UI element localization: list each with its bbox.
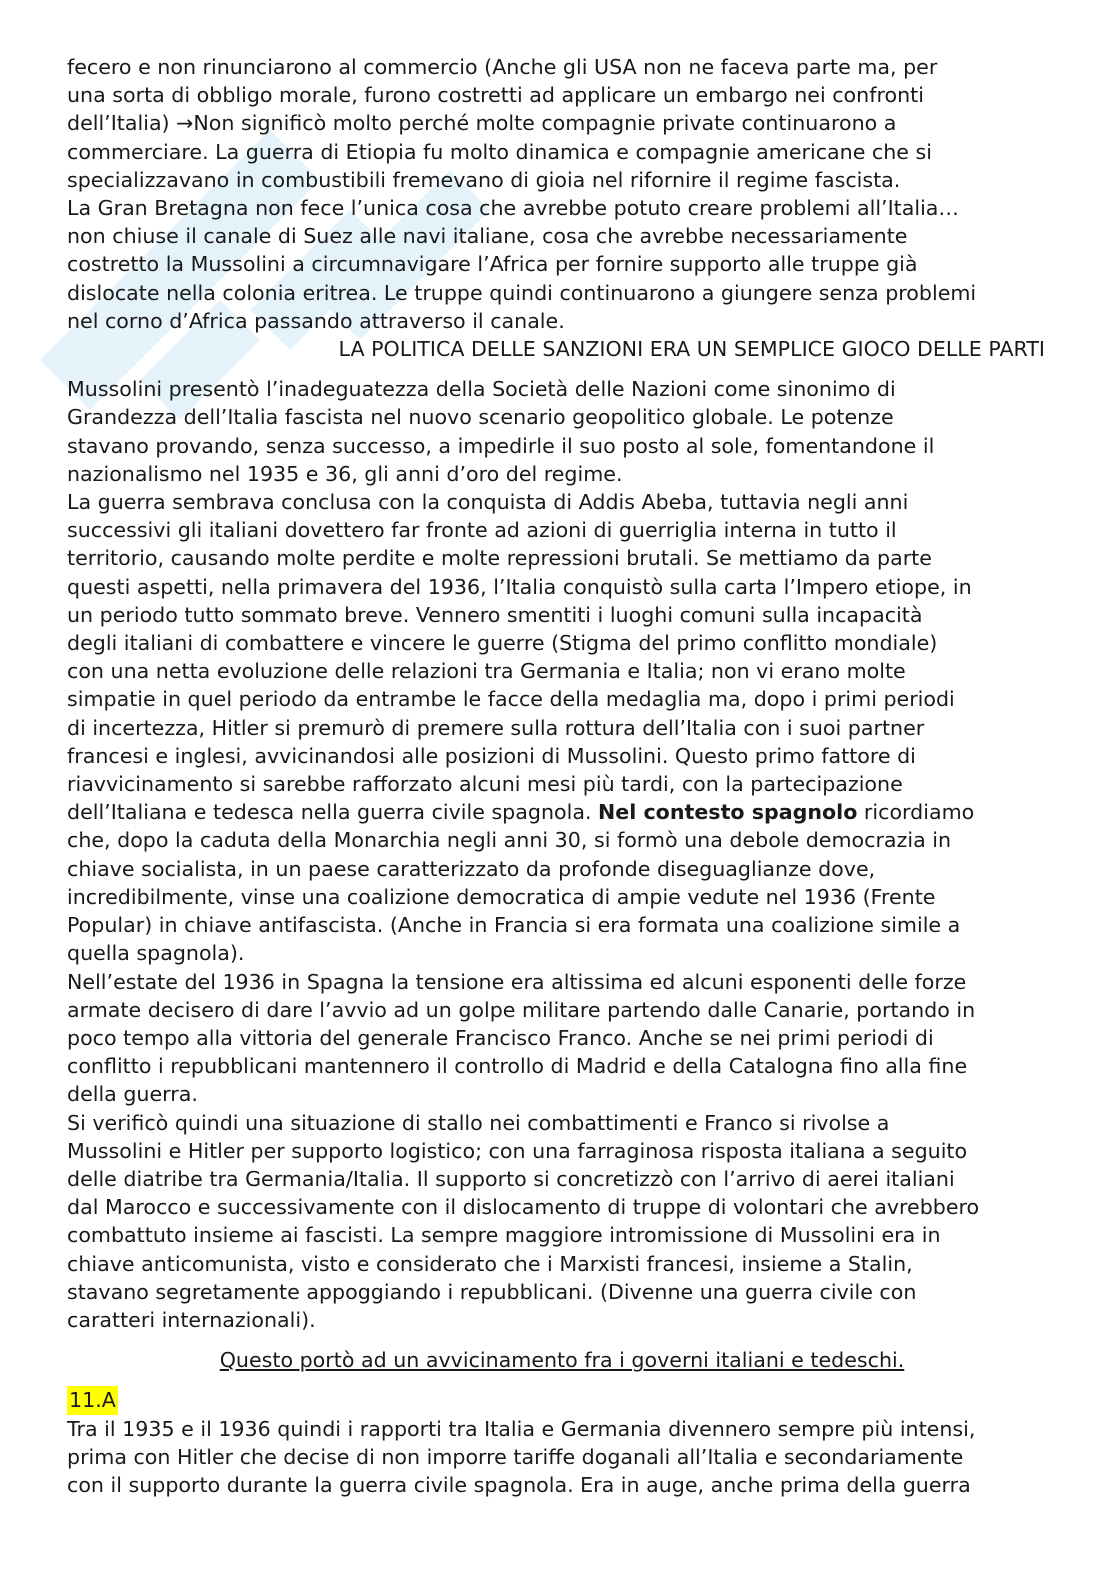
text-line: stavano segretamente appoggiando i repubblicani. (Divenne una guerra civile con (67, 1279, 917, 1304)
text-line: costretto la Mussolini a circumnavigare l’Africa per fornire supporto alle truppe già (67, 252, 918, 277)
text-run: dell’Italiana e tedesca nella guerra civile spagnola. (67, 800, 599, 825)
text-line: commerciare. La guerra di Etiopia fu molto dinamica e compagnie americane che si (67, 139, 932, 164)
text-run: ricordiamo (857, 800, 975, 825)
text-line: riavvicinamento si sarebbe rafforzato alcuni mesi più tardi, con la partecipazione (67, 772, 903, 797)
text-line: Tra il 1935 e il 1936 quindi i rapporti tra Italia e Germania divennero sempre più intensi, (67, 1416, 976, 1441)
text-line: Grandezza dell’Italia fascista nel nuovo scenario geopolitico globale. Le potenze (67, 405, 894, 430)
text-line: poco tempo alla vittoria del generale Francisco Franco. Anche se nei primi periodi di (67, 1025, 934, 1050)
paragraph-gap (67, 1374, 1057, 1386)
sanctions-heading: LA POLITICA DELLE SANZIONI ERA UN SEMPLICE GIOCO DELLE PARTI (338, 337, 1045, 362)
text-line: un periodo tutto sommato breve. Vennero smentiti i luoghi comuni sulla incapacità (67, 602, 923, 627)
paragraph-ethiopia-spain (67, 375, 1057, 1334)
text-line: Mussolini presentò l’inadeguatezza della Società delle Nazioni come sinonimo di (67, 377, 896, 402)
text-line: La Gran Bretagna non fece l’unica cosa che avrebbe potuto creare problemi all’Italia… (67, 196, 960, 221)
section-label-highlighted: 11.A (67, 1386, 118, 1414)
text-line: con una netta evoluzione delle relazioni tra Germania e Italia; non vi erano molte (67, 659, 906, 684)
text-line: Popular) in chiave antifascista. (Anche in Francia si era formata una coalizione simile a (67, 913, 961, 938)
text-line: caratteri internazionali). (67, 1307, 316, 1332)
text-line: incredibilmente, vinse una coalizione democratica di ampie vedute nel 1936 (Frente (67, 884, 936, 909)
text-line: La guerra sembrava conclusa con la conquista di Addis Abeba, tuttavia negli anni (67, 490, 909, 515)
text-line: non chiuse il canale di Suez alle navi italiane, cosa che avrebbe necessariamente (67, 224, 908, 249)
text-line: di incertezza, Hitler si premurò di premere sulla rottura dell’Italia con i suoi partner (67, 715, 925, 740)
text-line: che, dopo la caduta della Monarchia negli anni 30, si formò una debole democrazia in (67, 828, 952, 853)
text-line: stavano provando, senza successo, a impedirle il suo posto al sole, fomentandone il (67, 433, 935, 458)
text-line: Nell’estate del 1936 in Spagna la tensione era altissima ed alcuni esponenti delle forze (67, 969, 967, 994)
text-line: successivi gli italiani dovettero far fronte ad azioni di guerriglia interna in tutto il (67, 518, 897, 543)
text-line: dell’Italia) →Non significò molto perché molte compagnie private continuarono a (67, 111, 897, 136)
text-line: Si verificò quindi una situazione di stallo nei combattimenti e Franco si rivolse a (67, 1110, 890, 1135)
text-line: delle diatribe tra Germania/Italia. Il supporto si concretizzò con l’arrivo di aerei italiani (67, 1166, 955, 1191)
text-line: nel corno d’Africa passando attraverso il canale. (67, 308, 565, 333)
text-line: specializzavano in combustibili fremevano di gioia nel rifornire il regime fascista. (67, 167, 901, 192)
paragraph-italy-germany (67, 1415, 1057, 1500)
section-label-row (67, 1386, 1057, 1414)
document-page (67, 53, 1057, 1499)
text-line-spanish-context (67, 798, 1057, 826)
text-line: simpatie in quel periodo da entrambe le facce della medaglia ma, dopo i primi periodi (67, 687, 955, 712)
text-line: armate decisero di dare l’avvio ad un golpe militare partendo dalle Canarie, portando in (67, 997, 976, 1022)
text-line: francesi e inglesi, avvicinandosi alle posizioni di Mussolini. Questo primo fattore di (67, 743, 916, 768)
text-line: questi aspetti, nella primavera del 1936, l’Italia conquistò sulla carta l’Impero etiope, in (67, 574, 972, 599)
paragraph-gap (67, 1334, 1057, 1346)
text-line: della guerra. (67, 1082, 198, 1107)
text-line: con il supporto durante la guerra civile spagnola. Era in auge, anche prima della guerra (67, 1472, 971, 1497)
text-line: chiave socialista, in un paese caratterizzato da profonde diseguaglianze dove, (67, 856, 876, 881)
text-line: conflitto i repubblicani mantennero il controllo di Madrid e della Catalogna fino alla fine (67, 1054, 968, 1079)
text-line: dal Marocco e successivamente con il dislocamento di truppe di volontari che avrebbero (67, 1195, 980, 1220)
paragraph-gap (67, 363, 1057, 375)
text-line: prima con Hitler che decise di non imporre tariffe doganali all’Italia e secondariamente (67, 1444, 964, 1469)
paragraph-sanctions-context (67, 53, 1057, 335)
text-line: chiave anticomunista, visto e considerato che i Marxisti francesi, insieme a Stalin, (67, 1251, 913, 1276)
text-line: una sorta di obbligo morale, furono costretti ad applicare un embargo nei confronti (67, 83, 924, 108)
text-line: territorio, causando molte perdite e molte repressioni brutali. Se mettiamo da parte (67, 546, 932, 571)
text-line: nazionalismo nel 1935 e 36, gli anni d’oro del regime. (67, 461, 623, 486)
bold-term-spanish-context: Nel contesto spagnolo (598, 800, 858, 825)
underlined-conclusion: Questo portò ad un avvicinamento fra i governi italiani e tedeschi. (219, 1348, 905, 1373)
text-line: quella spagnola). (67, 941, 245, 966)
text-line: degli italiani di combattere e vincere le guerre (Stigma del primo conflitto mondiale) (67, 631, 938, 656)
text-line: Mussolini e Hitler per supporto logistico; con una farraginosa risposta italiana a seguito (67, 1138, 968, 1163)
text-line: combattuto insieme ai fascisti. La sempre maggiore intromissione di Mussolini era in (67, 1223, 941, 1248)
text-line: dislocate nella colonia eritrea. Le truppe quindi continuarono a giungere senza problemi (67, 280, 977, 305)
text-line: fecero e non rinunciarono al commercio (Anche gli USA non ne faceva parte ma, per (67, 55, 938, 79)
